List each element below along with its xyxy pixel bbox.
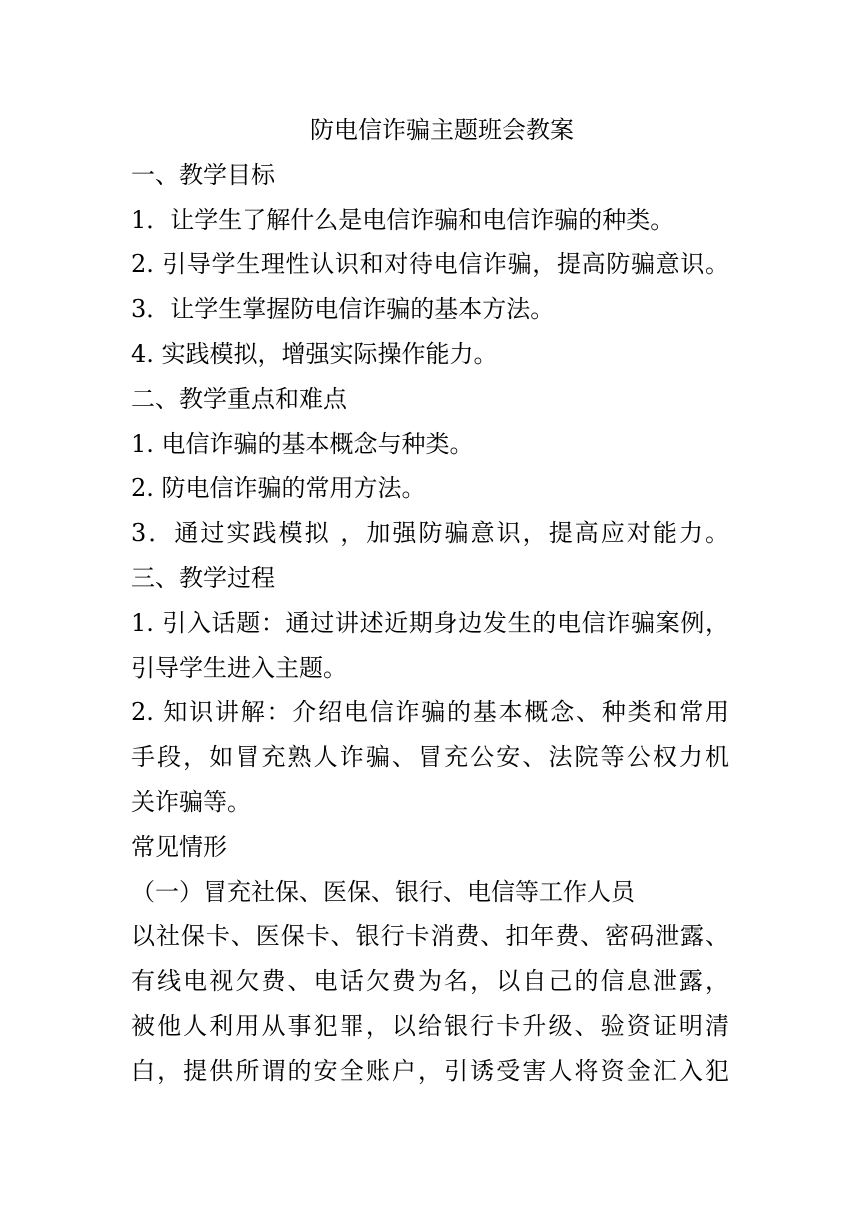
case-paragraph-line-2: 有线电视欠费、电话欠费为名，以自己的信息泄露， <box>131 967 729 996</box>
process-item-1-line-1: 1. 引入话题：通过讲述近期身边发生的电信诈骗案例， <box>131 608 729 637</box>
process-item-2-line-2: 手段，如冒充熟人诈骗、冒充公安、法院等公权力机 <box>131 743 729 772</box>
section-heading-objectives: 一、教学目标 <box>131 160 275 189</box>
document-title: 防电信诈骗主题班会教案 <box>310 116 574 144</box>
section-heading-key-points: 二、教学重点和难点 <box>131 384 347 413</box>
case-paragraph-line-4: 白，提供所谓的安全账户，引诱受害人将资金汇入犯 <box>131 1056 729 1085</box>
case-paragraph-line-1: 以社保卡、医保卡、银行卡消费、扣年费、密码泄露、 <box>131 922 729 951</box>
process-item-2-line-3: 关诈骗等。 <box>131 787 251 816</box>
case-paragraph-line-3: 被他人利用从事犯罪，以给银行卡升级、验资证明清 <box>131 1011 729 1040</box>
process-item-1-line-2: 引导学生进入主题。 <box>131 653 347 682</box>
objective-item-3: 3．让学生掌握防电信诈骗的基本方法。 <box>131 295 555 324</box>
process-item-2-line-1: 2. 知识讲解：介绍电信诈骗的基本概念、种类和常用 <box>131 698 729 727</box>
case-heading-1: （一）冒充社保、医保、银行、电信等工作人员 <box>131 877 635 906</box>
objective-item-1: 1．让学生了解什么是电信诈骗和电信诈骗的种类。 <box>131 205 675 234</box>
document-page <box>131 108 731 1094</box>
section-heading-process: 三、教学过程 <box>131 563 275 592</box>
key-point-item-2: 2. 防电信诈骗的常用方法。 <box>131 474 426 503</box>
objective-item-2: 2. 引导学生理性认识和对待电信诈骗，提高防骗意识。 <box>131 250 729 279</box>
key-point-item-1: 1. 电信诈骗的基本概念与种类。 <box>131 429 474 458</box>
key-point-item-3: 3．通过实践模拟 ，加强防骗意识，提高应对能力。 <box>131 519 729 548</box>
objective-item-4: 4. 实践模拟，增强实际操作能力。 <box>131 339 498 368</box>
subheading-common-cases: 常见情形 <box>131 832 227 861</box>
